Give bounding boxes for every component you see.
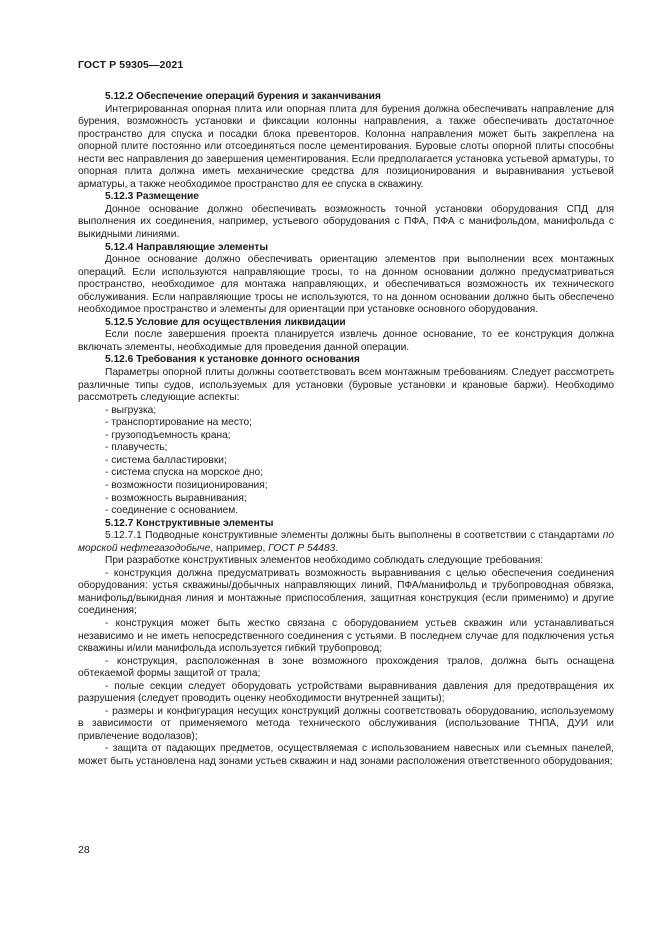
paragraph: Донное основание должно обеспечивать возможность точной установки оборудования СПД для выполнения их соединения, например, устьевого оборудования с ПФА, ПФА с манифольдом, манифольда с выкидными линиями. xyxy=(78,203,614,241)
paragraph xyxy=(78,530,614,555)
section-heading: 5.12.3 Размещение xyxy=(105,191,199,203)
paragraph: Интегрированная опорная плита или опорная плита для бурения должна обеспечивать направление для бурения, возможность установки и фиксации колонны направления, а также обеспечивать достаточное пространство для спуска и посадки блока превенторов. Колонна направления может быть закреплена на опорной плите постоянно или отсоединяться после цементирования. Буровые слоты опорной плиты способны нести вес направления до завершения цементирования. Если предполагается установка устьевой арматуры, то опорная плита должна иметь механические средства для позиционирования и выравнивания устьевой арматуры, а также необходимое пространство для ее спуска в скважину. xyxy=(78,103,614,190)
section-heading: 5.12.5 Условие для осуществления ликвидации xyxy=(105,316,346,328)
standard-reference: по морской нефтегазодобыче xyxy=(78,530,614,554)
paragraph: Параметры опорной плиты должны соответствовать всем монтажным требованиям. Следует рассмотреть различные типы судов, используемых для установки (буровые установки и крановые баржи). Необходимо рассмотреть следующие аспекты: xyxy=(78,367,614,404)
section-heading: 5.12.4 Направляющие элементы xyxy=(105,241,269,253)
list-item: - система балластировки; xyxy=(105,454,227,466)
list-item: - возможность выравнивания; xyxy=(105,492,247,504)
list-item: - конструкция, расположенная в зоне возможного прохождения тралов, должна быть оснащена обтекаемой формы защитой от трала; xyxy=(78,655,614,680)
list-item: - грузоподъемность крана; xyxy=(105,429,231,441)
list-item: - конструкция может быть жестко связана с оборудованием устьев скважин или устанавливаться независимо и не иметь непосредственного соединения с устьями. В последнем случае для подключения устья скважины и/или манифольда используется гибкий трубопровод; xyxy=(78,617,614,655)
document-header: ГОСТ Р 59305—2021 xyxy=(78,59,184,71)
paragraph: Донное основание должно обеспечивать ориентацию элементов при выполнении всех монтажных операций. Если используются направляющие тросы, то на донном основании должно предусматриваться пространство, необходимое для монтажа направляющих, и обеспечиваться возможность их технического обслуживания. Если направляющие тросы не используются, то на донном основании должно быть обеспечено необходимое пространство и элементы для ориентации при установке основного оборудования. xyxy=(78,254,614,316)
list-item: - выгрузка; xyxy=(105,404,157,416)
standard-reference: ГОСТ Р 54483 xyxy=(268,542,336,554)
paragraph: Если после завершения проекта планируется извлечь донное основание, то ее конструкция должна включать элементы, необходимые для проведения данной операции. xyxy=(78,329,614,353)
list-item: - конструкция должна предусматривать возможность выравнивания с целью обеспечения соединения оборудования: устья скважины/добычных направляющих линий, ПФА/манифольд и трубопроводная обвязка, манифольд/выкидная линия и монтажные приспособления, защитная конструкция (если применимо) и другие соединения; xyxy=(78,567,614,617)
text-run: . xyxy=(335,542,339,554)
list-item: - транспортирование на место; xyxy=(105,417,252,429)
list-item: - соединение с основанием. xyxy=(105,505,239,517)
section-heading: 5.12.6 Требования к установке донного основания xyxy=(105,354,360,366)
text-run: , например, xyxy=(210,542,269,554)
list-item: - защита от падающих предметов, осуществляемая с использованием навесных или съемных панелей, может быть установлена над зонами устьев скважин и над зонами расположения ответственного оборудования; xyxy=(78,743,614,767)
section-heading: 5.12.2 Обеспечение операций бурения и заканчивания xyxy=(105,91,381,102)
document-body xyxy=(78,91,614,769)
page-number: 28 xyxy=(78,844,90,856)
list-item: - плавучесть; xyxy=(105,442,168,454)
list-item: - система спуска на морское дно; xyxy=(105,467,264,479)
paragraph: При разработке конструктивных элементов необходимо соблюдать следующие требования: xyxy=(105,555,544,567)
section-heading: 5.12.7 Конструктивные элементы xyxy=(105,517,274,529)
list-item: - возможности позиционирования; xyxy=(105,479,268,491)
list-item: - полые секции следует оборудовать устройствами выравнивания давления для предотвращения их разрушения (следует проводить оценку необходимости внутренней защиты); xyxy=(78,680,614,705)
list-item: - размеры и конфигурация несущих конструкций должны соответствовать оборудованию, используемому в зависимости от применяемого метода технического обслуживания (использование ТНПА, ДУИ или привлечение водолазов); xyxy=(78,705,614,742)
text-run: 5.12.7.1 Подводные конструктивные элементы должны быть выполнены в соответствии с стандартами xyxy=(105,530,603,542)
